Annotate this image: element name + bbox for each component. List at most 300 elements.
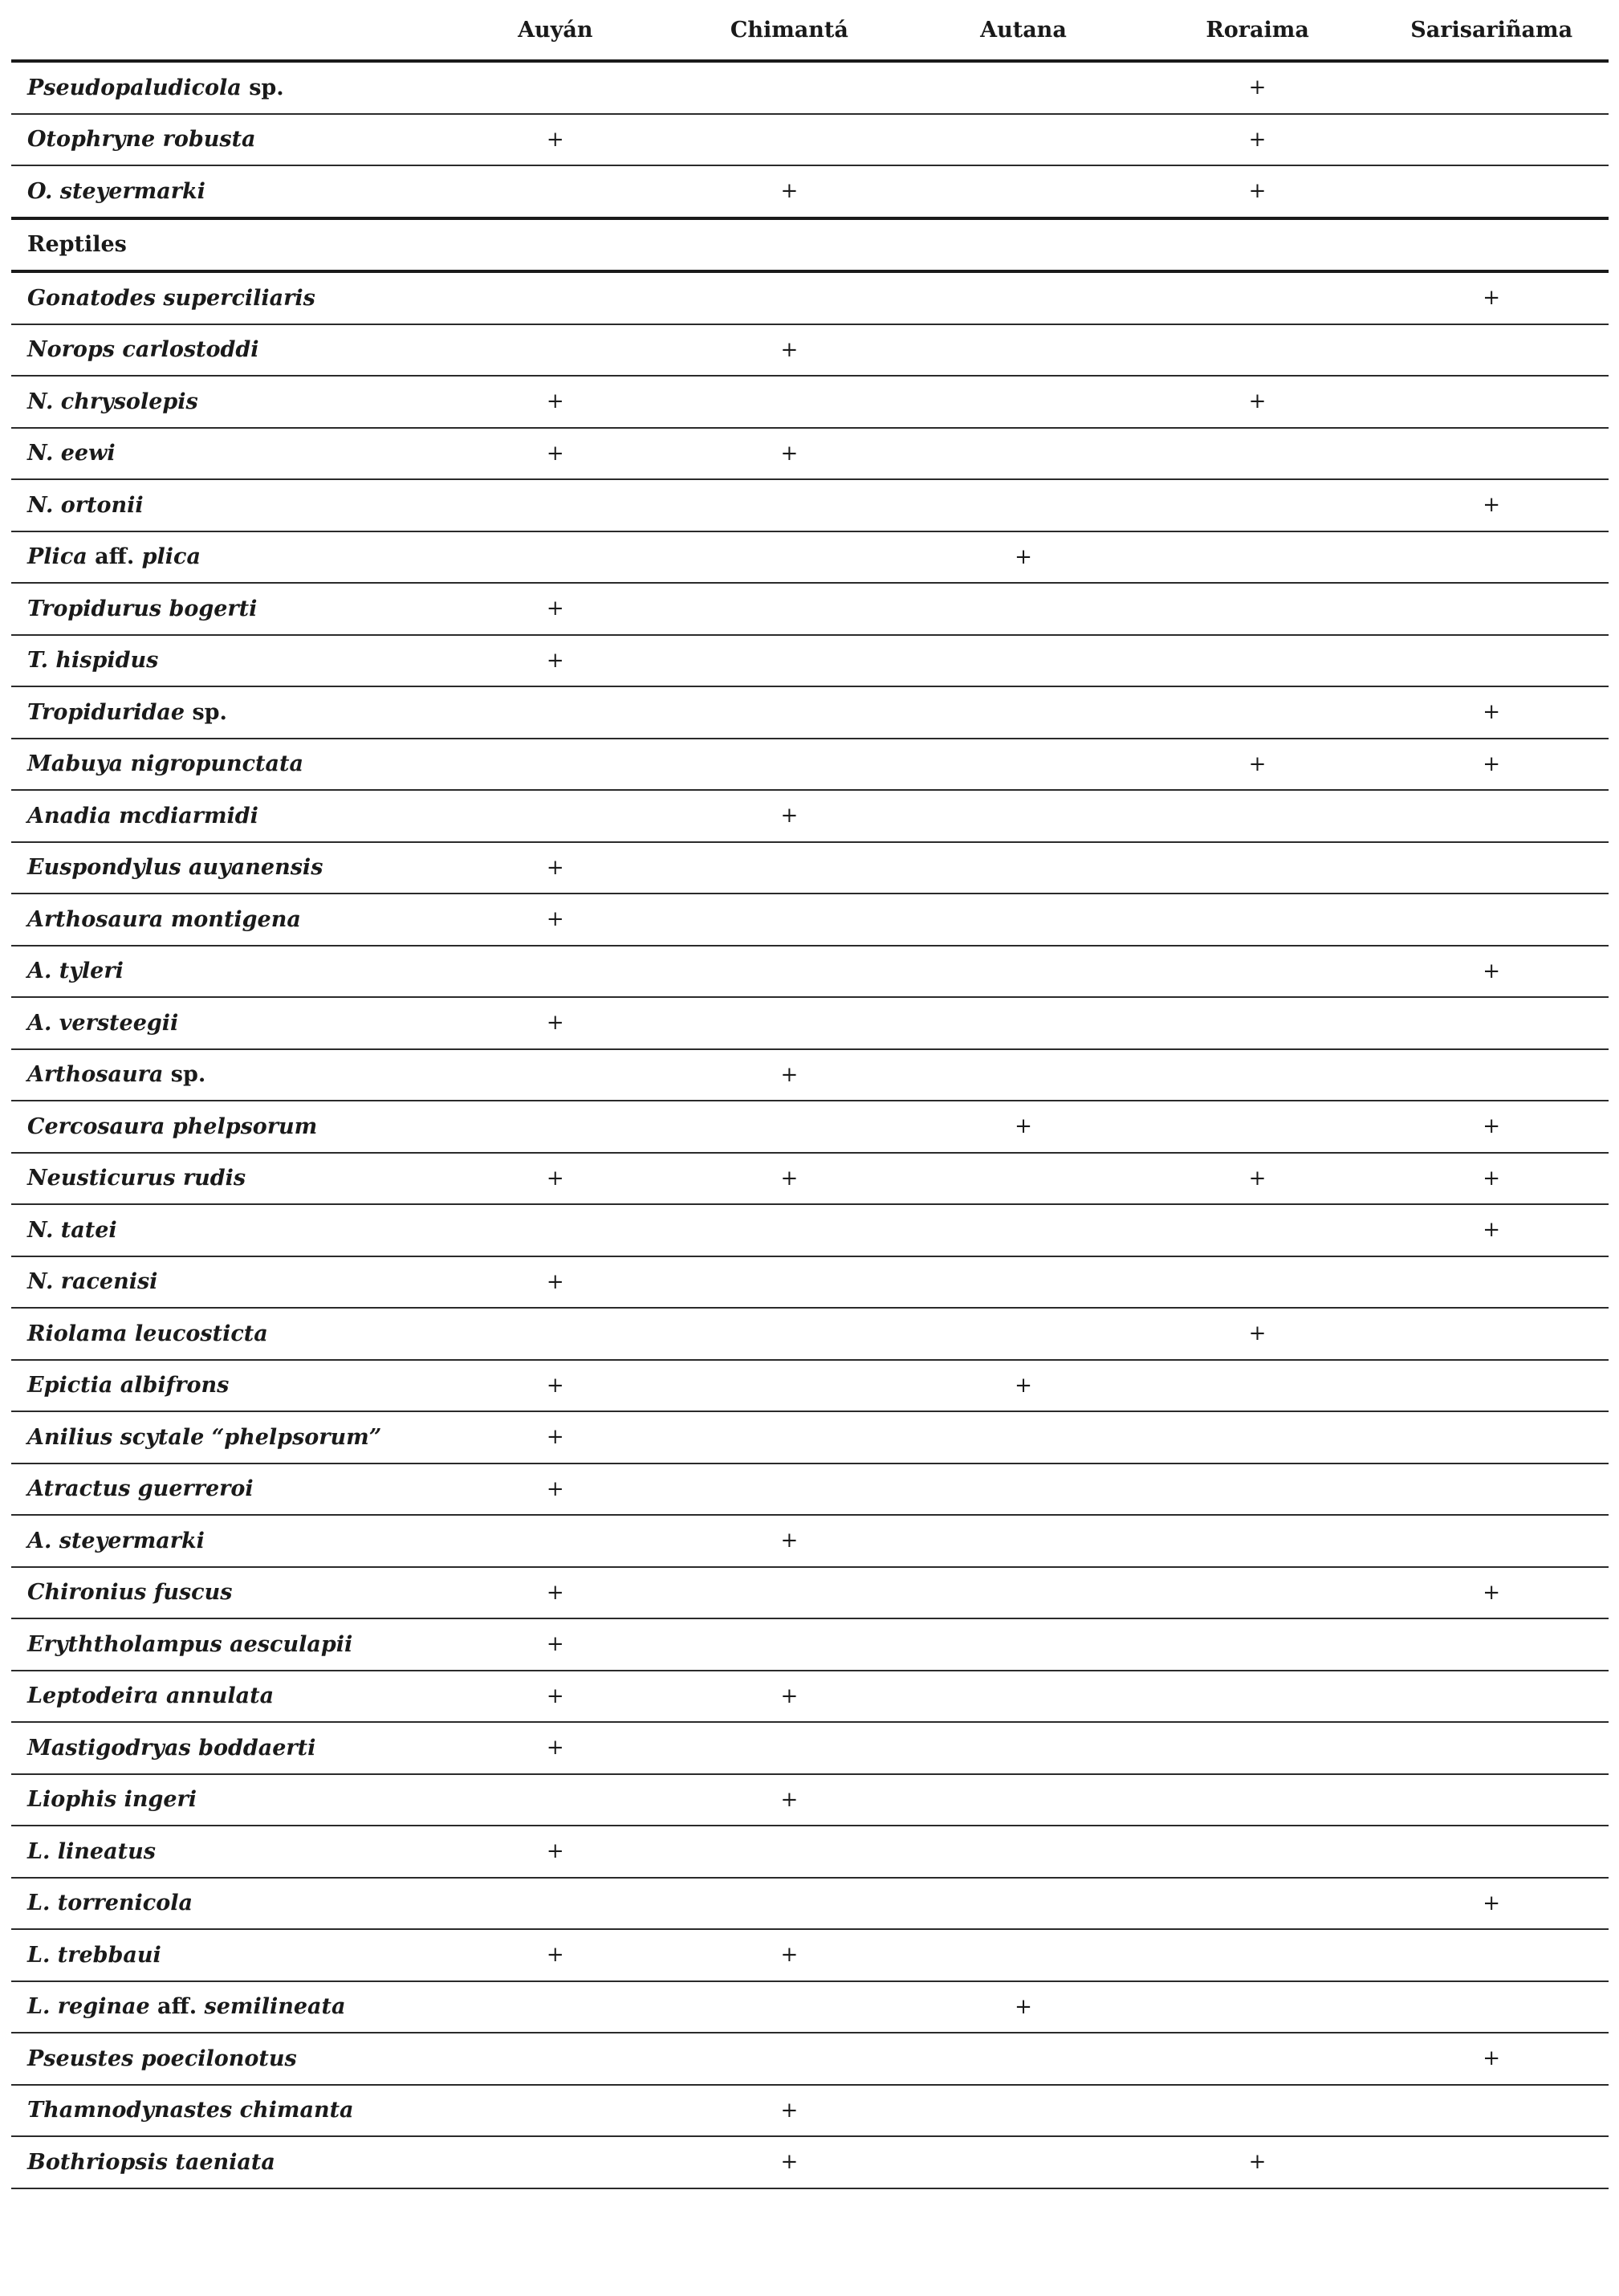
presence-cell-auyan bbox=[438, 790, 673, 842]
species-name-cell bbox=[11, 479, 438, 531]
presence-mark: + bbox=[1248, 75, 1267, 100]
presence-cell-sarisarinama bbox=[1374, 1826, 1609, 1878]
presence-cell-autana bbox=[906, 635, 1141, 687]
species-name: Neusticurus rudis bbox=[27, 1166, 246, 1191]
presence-mark: + bbox=[1248, 751, 1267, 776]
presence-cell-autana bbox=[906, 1722, 1141, 1774]
presence-cell-auyan bbox=[438, 739, 673, 791]
species-name-cell bbox=[11, 894, 438, 946]
presence-cell-chimanta bbox=[673, 479, 907, 531]
species-name: Arthosaura bbox=[27, 1062, 164, 1088]
species-name-cell bbox=[11, 324, 438, 377]
presence-cell-auyan bbox=[438, 894, 673, 946]
presence-mark: + bbox=[546, 127, 564, 152]
species-name-cell bbox=[11, 1204, 438, 1256]
presence-cell-auyan bbox=[438, 1360, 673, 1412]
presence-mark: + bbox=[780, 1943, 799, 1968]
presence-cell-sarisarinama bbox=[1374, 2136, 1609, 2188]
presence-cell-autana bbox=[906, 894, 1141, 946]
presence-cell-roraima bbox=[1141, 635, 1375, 687]
presence-cell-chimanta bbox=[673, 1567, 907, 1619]
presence-cell-roraima bbox=[1141, 1360, 1375, 1412]
presence-cell-roraima bbox=[1141, 1204, 1375, 1256]
species-name: Chironius fuscus bbox=[27, 1580, 233, 1606]
presence-cell-roraima bbox=[1141, 1101, 1375, 1153]
table-row bbox=[11, 2033, 1609, 2085]
species-name-cell bbox=[11, 1981, 438, 2033]
table-row bbox=[11, 1463, 1609, 1516]
species-epithet: semilineata bbox=[204, 1994, 346, 2020]
species-name-cell bbox=[11, 376, 438, 428]
presence-mark: + bbox=[546, 1580, 564, 1605]
presence-cell-auyan bbox=[438, 1878, 673, 1930]
presence-cell-roraima bbox=[1141, 946, 1375, 998]
presence-cell-chimanta bbox=[673, 324, 907, 377]
presence-cell-autana bbox=[906, 165, 1141, 218]
species-qualifier: aff. bbox=[149, 1994, 205, 2020]
presence-cell-roraima bbox=[1141, 842, 1375, 894]
presence-cell-roraima bbox=[1141, 1722, 1375, 1774]
presence-cell-auyan bbox=[438, 1153, 673, 1205]
table-row bbox=[11, 1101, 1609, 1153]
presence-mark: + bbox=[1248, 389, 1267, 414]
presence-mark: + bbox=[780, 337, 799, 362]
species-name: O. steyermarki bbox=[27, 178, 205, 204]
presence-cell-chimanta bbox=[673, 1204, 907, 1256]
presence-cell-auyan bbox=[438, 531, 673, 584]
species-name-cell bbox=[11, 428, 438, 480]
presence-cell-autana bbox=[906, 1515, 1141, 1567]
presence-cell-autana bbox=[906, 531, 1141, 584]
presence-cell-sarisarinama bbox=[1374, 1463, 1609, 1516]
table-row bbox=[11, 1411, 1609, 1463]
presence-cell-autana bbox=[906, 1618, 1141, 1671]
presence-mark: + bbox=[1248, 2150, 1267, 2175]
presence-cell-roraima bbox=[1141, 1049, 1375, 1101]
presence-cell-chimanta bbox=[673, 1981, 907, 2033]
presence-cell-sarisarinama bbox=[1374, 1981, 1609, 2033]
column-header-species bbox=[11, 0, 438, 61]
presence-cell-chimanta bbox=[673, 1826, 907, 1878]
species-name-cell bbox=[11, 1101, 438, 1153]
presence-cell-sarisarinama bbox=[1374, 165, 1609, 218]
presence-cell-roraima bbox=[1141, 1826, 1375, 1878]
presence-cell-autana bbox=[906, 686, 1141, 739]
presence-cell-chimanta bbox=[673, 1308, 907, 1360]
column-header-auyan: Auyán bbox=[438, 0, 673, 61]
presence-cell-chimanta bbox=[673, 1618, 907, 1671]
table-header-row bbox=[11, 0, 1609, 61]
species-name: N. racenisi bbox=[27, 1269, 158, 1295]
presence-cell-roraima bbox=[1141, 114, 1375, 166]
presence-cell-sarisarinama bbox=[1374, 271, 1609, 324]
species-name-cell bbox=[11, 1826, 438, 1878]
presence-cell-sarisarinama bbox=[1374, 1722, 1609, 1774]
presence-cell-roraima bbox=[1141, 1463, 1375, 1516]
species-name: L. reginae bbox=[27, 1994, 150, 2020]
presence-cell-sarisarinama bbox=[1374, 1153, 1609, 1205]
table-row bbox=[11, 894, 1609, 946]
presence-mark: + bbox=[780, 441, 799, 466]
presence-cell-autana bbox=[906, 946, 1141, 998]
presence-cell-autana bbox=[906, 1411, 1141, 1463]
presence-cell-roraima bbox=[1141, 376, 1375, 428]
presence-cell-autana bbox=[906, 1567, 1141, 1619]
presence-cell-autana bbox=[906, 1101, 1141, 1153]
table-row bbox=[11, 165, 1609, 218]
presence-cell-chimanta bbox=[673, 1878, 907, 1930]
presence-cell-roraima bbox=[1141, 165, 1375, 218]
presence-cell-auyan bbox=[438, 271, 673, 324]
species-distribution-table bbox=[11, 0, 1609, 2189]
species-name: Mabuya nigropunctata bbox=[27, 751, 303, 777]
presence-cell-chimanta bbox=[673, 842, 907, 894]
presence-cell-autana bbox=[906, 324, 1141, 377]
species-name: Pseudopaludicola bbox=[27, 75, 242, 100]
presence-cell-roraima bbox=[1141, 1411, 1375, 1463]
species-name-cell bbox=[11, 531, 438, 584]
presence-cell-chimanta bbox=[673, 1049, 907, 1101]
presence-cell-auyan bbox=[438, 1929, 673, 1981]
presence-mark: + bbox=[546, 1373, 564, 1398]
species-name-cell bbox=[11, 1774, 438, 1826]
presence-cell-chimanta bbox=[673, 1722, 907, 1774]
table-row bbox=[11, 479, 1609, 531]
species-name-cell bbox=[11, 739, 438, 791]
presence-mark: + bbox=[1483, 493, 1501, 518]
presence-cell-sarisarinama bbox=[1374, 1618, 1609, 1671]
presence-cell-sarisarinama bbox=[1374, 1308, 1609, 1360]
presence-cell-chimanta bbox=[673, 635, 907, 687]
species-name-cell bbox=[11, 2033, 438, 2085]
presence-mark: + bbox=[1015, 1994, 1032, 2019]
species-name-cell bbox=[11, 583, 438, 635]
presence-cell-auyan bbox=[438, 2136, 673, 2188]
species-name: L. lineatus bbox=[27, 1838, 156, 1864]
species-name-cell bbox=[11, 2136, 438, 2188]
presence-cell-autana bbox=[906, 1774, 1141, 1826]
species-name: Eryththolampus aesculapii bbox=[27, 1631, 353, 1657]
table-row bbox=[11, 635, 1609, 687]
presence-cell-sarisarinama bbox=[1374, 324, 1609, 377]
presence-cell-sarisarinama bbox=[1374, 1360, 1609, 1412]
species-name: Leptodeira annulata bbox=[27, 1683, 275, 1709]
presence-cell-roraima bbox=[1141, 1981, 1375, 2033]
presence-cell-chimanta bbox=[673, 1774, 907, 1826]
table-row bbox=[11, 1515, 1609, 1567]
species-name-cell bbox=[11, 1929, 438, 1981]
table-row bbox=[11, 1308, 1609, 1360]
presence-cell-sarisarinama bbox=[1374, 635, 1609, 687]
presence-mark: + bbox=[546, 1269, 564, 1294]
presence-cell-sarisarinama bbox=[1374, 1671, 1609, 1723]
table-row bbox=[11, 1049, 1609, 1101]
species-name: Mastigodryas boddaerti bbox=[27, 1735, 316, 1761]
presence-cell-sarisarinama bbox=[1374, 1515, 1609, 1567]
table-row bbox=[11, 1256, 1609, 1309]
species-name-cell bbox=[11, 165, 438, 218]
presence-cell-sarisarinama bbox=[1374, 1411, 1609, 1463]
species-name-cell bbox=[11, 61, 438, 114]
species-name: Norops carlostoddi bbox=[27, 337, 259, 363]
presence-cell-auyan bbox=[438, 635, 673, 687]
species-name-cell bbox=[11, 271, 438, 324]
presence-cell-auyan bbox=[438, 946, 673, 998]
species-name: Gonatodes superciliaris bbox=[27, 285, 315, 311]
presence-cell-chimanta bbox=[673, 2136, 907, 2188]
presence-cell-roraima bbox=[1141, 2085, 1375, 2137]
presence-cell-autana bbox=[906, 1671, 1141, 1723]
species-name-cell bbox=[11, 1153, 438, 1205]
presence-cell-chimanta bbox=[673, 1515, 907, 1567]
species-name: Tropidurus bogerti bbox=[27, 596, 258, 621]
presence-cell-autana bbox=[906, 271, 1141, 324]
species-name: L. trebbaui bbox=[27, 1942, 161, 1968]
presence-cell-roraima bbox=[1141, 324, 1375, 377]
column-header-roraima: Roraima bbox=[1141, 0, 1375, 61]
group-label: Reptiles bbox=[11, 218, 1609, 272]
presence-cell-autana bbox=[906, 842, 1141, 894]
presence-cell-chimanta bbox=[673, 1411, 907, 1463]
table-row bbox=[11, 376, 1609, 428]
column-header-sarisarinama: Sarisariñama bbox=[1374, 0, 1609, 61]
species-name: A. steyermarki bbox=[27, 1528, 205, 1553]
table-row bbox=[11, 2085, 1609, 2137]
table-row bbox=[11, 428, 1609, 480]
presence-cell-roraima bbox=[1141, 1774, 1375, 1826]
presence-mark: + bbox=[1248, 1166, 1267, 1191]
presence-cell-autana bbox=[906, 114, 1141, 166]
presence-cell-sarisarinama bbox=[1374, 894, 1609, 946]
presence-cell-sarisarinama bbox=[1374, 739, 1609, 791]
presence-cell-roraima bbox=[1141, 2136, 1375, 2188]
presence-cell-autana bbox=[906, 1463, 1141, 1516]
table-row bbox=[11, 1567, 1609, 1619]
presence-cell-autana bbox=[906, 739, 1141, 791]
presence-mark: + bbox=[1015, 544, 1032, 569]
presence-mark: + bbox=[546, 441, 564, 466]
species-name-cell bbox=[11, 1308, 438, 1360]
presence-cell-auyan bbox=[438, 2085, 673, 2137]
species-name-cell bbox=[11, 1360, 438, 1412]
presence-cell-roraima bbox=[1141, 997, 1375, 1049]
presence-cell-autana bbox=[906, 428, 1141, 480]
presence-cell-roraima bbox=[1141, 479, 1375, 531]
presence-cell-chimanta bbox=[673, 583, 907, 635]
presence-cell-chimanta bbox=[673, 1360, 907, 1412]
presence-cell-autana bbox=[906, 1826, 1141, 1878]
presence-cell-auyan bbox=[438, 1101, 673, 1153]
presence-cell-autana bbox=[906, 1878, 1141, 1930]
table-row bbox=[11, 739, 1609, 791]
presence-cell-chimanta bbox=[673, 739, 907, 791]
presence-mark: + bbox=[1248, 179, 1267, 204]
presence-mark: + bbox=[546, 1476, 564, 1501]
species-name-cell bbox=[11, 1463, 438, 1516]
presence-mark: + bbox=[546, 855, 564, 880]
presence-cell-autana bbox=[906, 1929, 1141, 1981]
species-qualifier: sp. bbox=[185, 699, 227, 725]
table-row bbox=[11, 1153, 1609, 1205]
presence-cell-chimanta bbox=[673, 790, 907, 842]
presence-cell-autana bbox=[906, 2033, 1141, 2085]
presence-cell-autana bbox=[906, 479, 1141, 531]
species-name: Liophis ingeri bbox=[27, 1787, 197, 1813]
presence-cell-roraima bbox=[1141, 1929, 1375, 1981]
presence-cell-autana bbox=[906, 1981, 1141, 2033]
presence-cell-sarisarinama bbox=[1374, 376, 1609, 428]
species-name-cell bbox=[11, 1722, 438, 1774]
species-qualifier: aff. bbox=[87, 544, 142, 570]
presence-cell-sarisarinama bbox=[1374, 531, 1609, 584]
presence-cell-auyan bbox=[438, 1722, 673, 1774]
presence-mark: + bbox=[546, 1736, 564, 1761]
presence-cell-autana bbox=[906, 1360, 1141, 1412]
species-name-cell bbox=[11, 1618, 438, 1671]
presence-cell-autana bbox=[906, 2136, 1141, 2188]
table-row bbox=[11, 1826, 1609, 1878]
presence-mark: + bbox=[1248, 127, 1267, 152]
presence-mark: + bbox=[546, 1632, 564, 1657]
presence-cell-autana bbox=[906, 790, 1141, 842]
presence-cell-auyan bbox=[438, 1671, 673, 1723]
species-name: N. eewi bbox=[27, 441, 116, 466]
presence-mark: + bbox=[1483, 2046, 1501, 2071]
presence-cell-chimanta bbox=[673, 946, 907, 998]
species-name-cell bbox=[11, 997, 438, 1049]
presence-cell-sarisarinama bbox=[1374, 61, 1609, 114]
table-row bbox=[11, 686, 1609, 739]
presence-cell-auyan bbox=[438, 1411, 673, 1463]
presence-mark: + bbox=[1248, 1321, 1267, 1346]
presence-cell-sarisarinama bbox=[1374, 997, 1609, 1049]
presence-cell-chimanta bbox=[673, 894, 907, 946]
presence-cell-sarisarinama bbox=[1374, 946, 1609, 998]
presence-mark: + bbox=[1015, 1114, 1032, 1139]
species-name: L. torrenicola bbox=[27, 1891, 193, 1916]
presence-cell-chimanta bbox=[673, 1463, 907, 1516]
presence-cell-chimanta bbox=[673, 376, 907, 428]
table-row bbox=[11, 531, 1609, 584]
presence-cell-sarisarinama bbox=[1374, 1101, 1609, 1153]
presence-mark: + bbox=[780, 804, 799, 828]
presence-cell-roraima bbox=[1141, 1567, 1375, 1619]
presence-cell-auyan bbox=[438, 1826, 673, 1878]
table-row bbox=[11, 1929, 1609, 1981]
presence-cell-autana bbox=[906, 997, 1141, 1049]
species-table-page bbox=[11, 0, 1609, 2189]
species-name-cell bbox=[11, 2085, 438, 2137]
presence-cell-auyan bbox=[438, 997, 673, 1049]
presence-cell-auyan bbox=[438, 428, 673, 480]
presence-cell-sarisarinama bbox=[1374, 2085, 1609, 2137]
species-name: A. versteegii bbox=[27, 1010, 179, 1036]
presence-cell-auyan bbox=[438, 376, 673, 428]
species-epithet: plica bbox=[141, 544, 201, 570]
species-name-cell bbox=[11, 1671, 438, 1723]
presence-cell-sarisarinama bbox=[1374, 114, 1609, 166]
group-header-row bbox=[11, 218, 1609, 272]
presence-cell-chimanta bbox=[673, 165, 907, 218]
table-row bbox=[11, 1618, 1609, 1671]
presence-mark: + bbox=[1483, 1166, 1501, 1191]
presence-cell-sarisarinama bbox=[1374, 790, 1609, 842]
presence-cell-chimanta bbox=[673, 2033, 907, 2085]
presence-cell-chimanta bbox=[673, 1929, 907, 1981]
presence-cell-chimanta bbox=[673, 1101, 907, 1153]
presence-mark: + bbox=[546, 596, 564, 621]
presence-mark: + bbox=[546, 1425, 564, 1450]
presence-mark: + bbox=[1483, 1114, 1501, 1139]
presence-cell-roraima bbox=[1141, 428, 1375, 480]
presence-cell-auyan bbox=[438, 61, 673, 114]
presence-cell-auyan bbox=[438, 1308, 673, 1360]
presence-cell-auyan bbox=[438, 1774, 673, 1826]
presence-cell-sarisarinama bbox=[1374, 1567, 1609, 1619]
presence-cell-auyan bbox=[438, 842, 673, 894]
column-header-chimanta: Chimantá bbox=[673, 0, 907, 61]
species-name-cell bbox=[11, 686, 438, 739]
presence-cell-roraima bbox=[1141, 790, 1375, 842]
species-name: T. hispidus bbox=[27, 648, 159, 674]
presence-mark: + bbox=[780, 1062, 799, 1087]
presence-mark: + bbox=[1483, 959, 1501, 983]
presence-cell-chimanta bbox=[673, 61, 907, 114]
presence-cell-sarisarinama bbox=[1374, 1256, 1609, 1309]
presence-cell-autana bbox=[906, 61, 1141, 114]
presence-mark: + bbox=[780, 1683, 799, 1708]
table-row bbox=[11, 997, 1609, 1049]
presence-cell-auyan bbox=[438, 1204, 673, 1256]
presence-mark: + bbox=[546, 1166, 564, 1191]
table-row bbox=[11, 790, 1609, 842]
table-row bbox=[11, 583, 1609, 635]
species-name: N. ortonii bbox=[27, 492, 144, 518]
species-name: Cercosaura phelpsorum bbox=[27, 1113, 318, 1139]
presence-cell-auyan bbox=[438, 1981, 673, 2033]
species-name: Thamnodynastes chimanta bbox=[27, 2098, 354, 2123]
table-row bbox=[11, 2136, 1609, 2188]
presence-mark: + bbox=[1015, 1373, 1032, 1398]
species-name: Bothriopsis taeniata bbox=[27, 2149, 275, 2175]
species-name: N. tatei bbox=[27, 1217, 117, 1243]
presence-mark: + bbox=[1483, 1580, 1501, 1605]
presence-cell-chimanta bbox=[673, 1153, 907, 1205]
presence-cell-chimanta bbox=[673, 531, 907, 584]
presence-cell-auyan bbox=[438, 1515, 673, 1567]
presence-cell-auyan bbox=[438, 1567, 673, 1619]
presence-cell-chimanta bbox=[673, 1671, 907, 1723]
presence-cell-chimanta bbox=[673, 997, 907, 1049]
presence-mark: + bbox=[546, 907, 564, 932]
species-name-cell bbox=[11, 1411, 438, 1463]
presence-cell-auyan bbox=[438, 165, 673, 218]
presence-mark: + bbox=[1483, 700, 1501, 725]
presence-cell-sarisarinama bbox=[1374, 686, 1609, 739]
presence-cell-autana bbox=[906, 1049, 1141, 1101]
species-name-cell bbox=[11, 1256, 438, 1309]
table-row bbox=[11, 842, 1609, 894]
presence-cell-roraima bbox=[1141, 1515, 1375, 1567]
presence-cell-sarisarinama bbox=[1374, 479, 1609, 531]
presence-cell-autana bbox=[906, 583, 1141, 635]
presence-cell-roraima bbox=[1141, 1256, 1375, 1309]
presence-cell-auyan bbox=[438, 1618, 673, 1671]
table-row bbox=[11, 1722, 1609, 1774]
presence-cell-roraima bbox=[1141, 1153, 1375, 1205]
presence-cell-sarisarinama bbox=[1374, 1929, 1609, 1981]
presence-cell-auyan bbox=[438, 2033, 673, 2085]
